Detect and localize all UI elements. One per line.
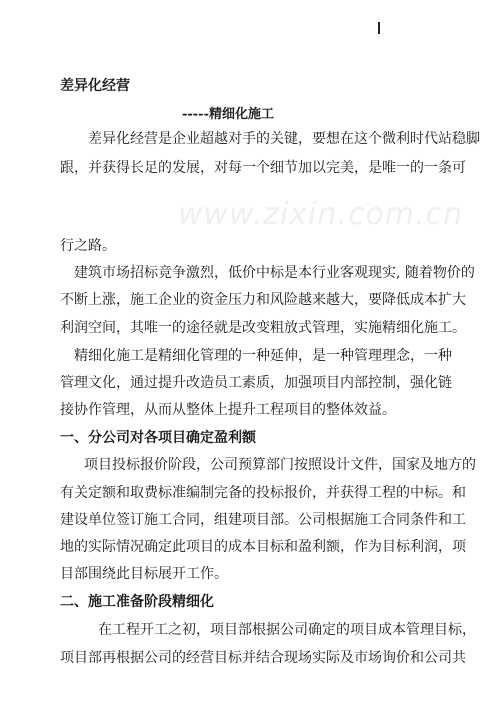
paragraph-line: 差异化经营是企业超越对手的关键，要想在这个微利时代站稳脚: [88, 131, 480, 147]
paragraph-line: 地的实际情况确定此项目的成本目标和盈利额，作为目标利润，项: [60, 539, 466, 555]
paragraph-line: 行之路。: [60, 238, 116, 254]
paragraph-line: 建设单位签订施工合同，组建项目部。公司根据施工合同条件和工: [60, 512, 466, 528]
paragraph-line: 目部围绕此目标展开工作。: [60, 566, 228, 582]
paragraph-line: 精细化施工是精细化管理的一种延伸，是一种管理理念，一种: [74, 348, 452, 364]
paragraph-line: 有关定额和取费标准编制完备的投标报价，并获得工程的中标。和: [60, 485, 466, 501]
paragraph-line: 项目部再根据公司的经营目标并结合现场实际及市场询价和公司共: [60, 650, 466, 666]
paragraph-line: 不断上涨，施工企业的资金压力和风险越来越大，要降低成本扩大: [60, 292, 466, 308]
document-subtitle: -----精细化施工: [182, 107, 274, 122]
document-title: 差异化经营: [60, 78, 130, 94]
paragraph-line: 跟，并获得长足的发展，对每一个细节加以完美，是唯一的一条可: [60, 160, 466, 176]
section-heading: 一、分公司对各项目确定盈利额: [60, 430, 256, 446]
section-heading: 二、施工准备阶段精细化: [60, 594, 214, 610]
paragraph-line: 项目投标报价阶段，公司预算部门按照设计文件，国家及地方的: [84, 457, 476, 473]
paragraph-line: 利润空间，其唯一的途径就是改变粗放式管理，实施精细化施工。: [60, 320, 466, 336]
paragraph-line: 管理文化，通过提升改造员工素质，加强项目内部控制，强化链: [60, 375, 452, 391]
paragraph-line: 在工程开工之初，项目部根据公司确定的项目成本管理目标，: [98, 622, 476, 638]
watermark: www.zixin.com.cn: [178, 197, 464, 232]
paragraph-line: 建筑市场招标竞争激烈，低价中标是本行业客观现实, 随着物价的: [74, 265, 475, 281]
paragraph-line: 接协作管理，从而从整体上提升工程项目的整体效益。: [60, 402, 396, 418]
page-mark: [378, 22, 380, 34]
